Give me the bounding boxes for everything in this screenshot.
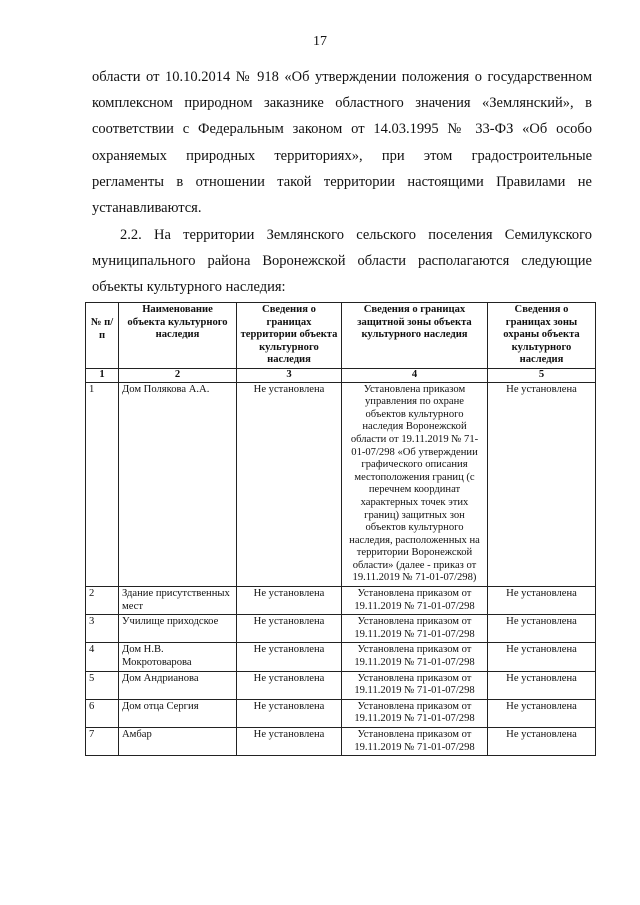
cultural-heritage-table	[85, 302, 596, 756]
header-number: № п/п	[86, 303, 119, 369]
security-zone-status: Не установлена	[488, 587, 596, 615]
paragraph-protected-areas	[92, 64, 592, 221]
security-zone-status: Не установлена	[488, 728, 596, 756]
text-line: охраняемых природных территориях», при этом градостроительные	[92, 147, 592, 164]
territory-status: Не установлена	[237, 382, 342, 587]
row-number: 6	[86, 699, 119, 727]
object-name: Дом Полякова А.А.	[119, 382, 237, 587]
header-protective-zone: Сведения о границах защитной зоны объекта культурного наследия	[342, 303, 488, 369]
text-line: муниципального района Воронежской области располагаются следующие	[92, 253, 592, 270]
column-number: 1	[86, 368, 119, 382]
territory-status: Не установлена	[237, 699, 342, 727]
header-territory-boundaries: Сведения о границах территории объекта культурного наследия	[237, 303, 342, 369]
row-number: 3	[86, 615, 119, 643]
territory-status: Не установлена	[237, 728, 342, 756]
protective-zone-status: Установлена приказом от 19.11.2019 № 71-01-07/298	[342, 643, 488, 671]
column-number: 3	[237, 368, 342, 382]
security-zone-status: Не установлена	[488, 643, 596, 671]
text-line: регламенты в отношении такой территории настоящими Правилами не	[92, 173, 592, 190]
protective-zone-status: Установлена приказом от 19.11.2019 № 71-01-07/298	[342, 587, 488, 615]
security-zone-status: Не установлена	[488, 671, 596, 699]
paragraph-cultural-heritage-intro	[92, 222, 592, 301]
table-row	[86, 699, 596, 727]
text-line: области от 10.10.2014 № 918 «Об утверждении положения о государственном	[92, 69, 592, 85]
text-line: устанавливаются.	[92, 200, 202, 217]
table-column-numbers-row	[86, 368, 596, 382]
header-object-name: Наименование объекта культурного наследия	[119, 303, 237, 369]
table-row	[86, 615, 596, 643]
table-row	[86, 671, 596, 699]
text-line: объекты культурного наследия:	[92, 279, 286, 296]
protective-zone-status: Установлена приказом от 19.11.2019 № 71-01-07/298	[342, 671, 488, 699]
text-line: 2.2. На территории Землянского сельского поселения Семилукского	[120, 227, 592, 243]
object-name: Дом Н.В. Мокротоварова	[119, 643, 237, 671]
page-number: 17	[313, 34, 327, 49]
column-number: 5	[488, 368, 596, 382]
object-name: Дом отца Сергия	[119, 699, 237, 727]
object-name: Дом Андрианова	[119, 671, 237, 699]
protective-zone-status: Установлена приказом управления по охране объектов культурного наследия Воронежской области от 19.11.2019 № 71-01-07/298 «Об утверждении графического описания местоположения границ (с перечнем координат характерных точек этих границ) защитных зон объектов культурного наследия, расположенных на территории Воронежской области» (далее - приказ от 19.11.2019 № 71-01-07/298)	[342, 382, 488, 587]
text-line: комплексном природном заказнике областного значения «Землянский», в	[92, 95, 592, 112]
protective-zone-status: Установлена приказом от 19.11.2019 № 71-01-07/298	[342, 728, 488, 756]
text-line: соответствии с Федеральным законом от 14.03.1995 № 33-ФЗ «Об особо	[92, 121, 592, 138]
row-number: 2	[86, 587, 119, 615]
security-zone-status: Не установлена	[488, 699, 596, 727]
table-header-row	[86, 303, 596, 369]
territory-status: Не установлена	[237, 587, 342, 615]
table-row	[86, 382, 596, 587]
protective-zone-status: Установлена приказом от 19.11.2019 № 71-01-07/298	[342, 615, 488, 643]
protective-zone-status: Установлена приказом от 19.11.2019 № 71-01-07/298	[342, 699, 488, 727]
table-row	[86, 728, 596, 756]
column-number: 4	[342, 368, 488, 382]
object-name: Здание присутственных мест	[119, 587, 237, 615]
row-number: 5	[86, 671, 119, 699]
territory-status: Не установлена	[237, 615, 342, 643]
territory-status: Не установлена	[237, 671, 342, 699]
security-zone-status: Не установлена	[488, 382, 596, 587]
object-name: Амбар	[119, 728, 237, 756]
security-zone-status: Не установлена	[488, 615, 596, 643]
row-number: 1	[86, 382, 119, 587]
table-row	[86, 587, 596, 615]
row-number: 4	[86, 643, 119, 671]
row-number: 7	[86, 728, 119, 756]
table-row	[86, 643, 596, 671]
object-name: Училище приходское	[119, 615, 237, 643]
header-security-zone: Сведения о границах зоны охраны объекта культурного наследия	[488, 303, 596, 369]
territory-status: Не установлена	[237, 643, 342, 671]
column-number: 2	[119, 368, 237, 382]
